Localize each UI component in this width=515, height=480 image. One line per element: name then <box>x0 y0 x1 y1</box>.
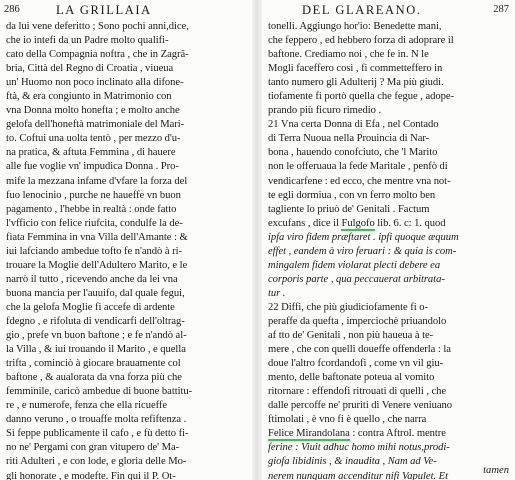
catchword: tamen <box>483 465 509 476</box>
text-line: Mogli faceffero così , fi commetteffero in <box>268 63 443 75</box>
text-line: effet , eandem à viro feruari : & quia is com- <box>268 245 457 257</box>
text-line: re , e numerofe, fenza che ella ricueffe <box>6 400 168 412</box>
text-line: tiofamente fi portò quella che fegue , adope- <box>268 91 455 103</box>
text-line: ftà, & era congiunto in Matrimonio con <box>6 91 172 103</box>
text-line: tonelli. Aggiungo hor'io: Benedette mani, <box>268 21 442 32</box>
text-line: 22 Diffi, che più giudiciofamente fi o- <box>268 301 428 313</box>
text-line: af tto de' Genitali , non più haueua à te- <box>268 330 434 342</box>
text-line: tanto numero gli Adulterij ? Ma più giudi. <box>268 77 444 89</box>
right-page <box>262 0 515 480</box>
text-line: che feppero , ed hebbero forza di adoprare il <box>268 35 454 47</box>
text-line: ritornare : effendofi ritrouati di quelli , che <box>268 386 447 398</box>
text-line: ferine : Viuit adhuc homo mihi notus,prodi- <box>268 442 450 454</box>
text-line: no ne' Pergami con gran vitupero de' Ma- <box>6 442 180 454</box>
text-line: mento, delle baftonate poteua al vomito <box>268 372 435 384</box>
text-line: ftimolati , è vno fi è quello , che narra <box>268 414 427 426</box>
left-running-title: LA GRILLAIA <box>56 3 152 17</box>
text-line: prando più ficuro rimedio . <box>268 105 382 117</box>
text-line: che la gelofa Moglie fi accefe di ardente <box>6 301 175 313</box>
right-page-header <box>262 0 515 22</box>
text-line: to. Coftui una uolta tentò , per mezzo d'u- <box>6 133 181 145</box>
text-line: tagliente lo priuò de' Genitali . Factum <box>268 203 430 215</box>
text-line: nerem nunquam accenditur nifi Vapulet. Et <box>268 470 448 480</box>
text-line: Si feppe publicamente il cafo , e fù detto fi- <box>6 428 189 440</box>
text-line: corporis parte , qua peccauerat arbitrata- <box>268 273 445 285</box>
text-line: bona , hauendo conofciuto, che 'l Marito <box>268 147 438 159</box>
text-line: ipfa viro fidem præftaret . ipfi quoque æquum <box>268 231 459 243</box>
left-page-header <box>0 0 253 22</box>
text-line: trouare la Moglie dell'Adultero Marito, e le <box>6 259 188 271</box>
text-line: non le offeruaua la fede Maritale , penfò di <box>268 161 448 173</box>
text-line: na pratica, & aftuta Femmina , di hauere <box>6 147 176 159</box>
text-line: danno veruno , o trouaffe molta refiftenza . <box>6 414 187 426</box>
text-line: 21 Vna certa Donna di Efa , nel Contado <box>268 119 439 131</box>
left-page <box>0 0 253 480</box>
text-line: mife la mezzana infame d'vfare la forza del <box>6 175 188 187</box>
highlighted-term: Felice Mirandolana <box>268 428 350 440</box>
text-line: tur . <box>268 287 286 299</box>
text-line: Felice Mirandolana : contra Aftrol. mentre <box>268 428 446 440</box>
text-line: riti Adulteri , e con lode, e gloria delle Mo- <box>6 456 187 468</box>
text-line: trifta , cominciò à giocare brauamente col <box>6 358 181 370</box>
text-line: cato della Compagnia noftra , che in Zagrã- <box>6 49 189 61</box>
text-line: mere , che con quelli doueffe offenderla : la <box>268 344 451 356</box>
text-line: femminile, caricò ambedue di buone battitu- <box>6 386 193 398</box>
text-line: bria, Città del Regno di Croatia , viueua <box>6 63 174 75</box>
text-line: un' Huomo non poco inclinato alla difone- <box>6 77 184 89</box>
text-line: buona mancia per l'auuifo, dal quale fegui, <box>6 287 185 299</box>
text-line: fiata Femmina in vna Villa dell'Amante : & <box>6 231 188 243</box>
left-page-number: 286 <box>4 4 20 15</box>
text-line: baftone. Crediamo noi , che fe in. N le <box>268 49 429 61</box>
text-line: iui lafciando ambedue tofto fe n'andò à ri- <box>6 245 182 257</box>
text-line: excufans , dice il Fulgofo lib. 6. c: 1. quod <box>268 217 446 229</box>
text-line: che io intefi da un Padre molto qualifi- <box>6 35 169 47</box>
text-line: gelofa dell'honeftà matrimoniale del Mari- <box>6 119 185 131</box>
text-line: alle fue voglie vn' impudica Donna . Pro- <box>6 161 179 173</box>
highlighted-term: Fulgofo <box>341 217 375 229</box>
text-line: te egli dormiua , con vn ferro molto ben <box>268 189 436 201</box>
text-line: l'vfficio con felice riufcita, condulfe la de- <box>6 217 183 229</box>
text-line: gio , prefe vn buon baftone ; e fe n'andò al- <box>6 330 187 342</box>
text-line: narrò il tutto , ricevendo anche da lei vna <box>6 273 178 285</box>
right-page-number: 287 <box>493 4 509 15</box>
text-line: vendicarfene : ed ecco, che mentre vna not- <box>268 175 451 187</box>
text-line: giofa libidinis , & inaudita , Nam ad Ve- <box>268 456 437 468</box>
text-line: mingalem fidem violarat plecti debere ea <box>268 259 441 271</box>
text-line: di Terra Nuoua nella Prouincia di Nar- <box>268 133 430 145</box>
text-line: la Villa , & iui trouando il Marito , e quella <box>6 344 186 356</box>
right-page-text <box>268 20 459 480</box>
right-running-title: DEL GLAREANO. <box>302 3 422 17</box>
text-line: vna Donna molto honefta ; e molto anche <box>6 105 180 117</box>
gutter <box>252 0 262 480</box>
text-line: peraffe da quefta , imperciochè priuandolo <box>268 315 447 327</box>
text-line: pagamento , l'hebbe in realtà : onde fatto <box>6 203 177 215</box>
text-line: baftone , & aualorata da vna forza più che <box>6 372 182 384</box>
text-line: dalle percoffe ne' prurìti di Venere veniuano <box>268 400 452 412</box>
text-line: doue l'altro fcordandofi , come vn vil giu- <box>268 358 444 370</box>
text-line: fdegno , e rifoluta di vendicarfi dell'oltrag- <box>6 315 185 327</box>
text-line: gli honorate , e modefte. Fin qui il P. Ot- <box>6 470 176 480</box>
text-line: da lui vene deferitto ; Sono pochi anni,dice, <box>6 21 189 32</box>
text-line: fuo lenocinio , purche ne haueffe vn buon <box>6 189 181 201</box>
left-page-text <box>6 20 192 480</box>
